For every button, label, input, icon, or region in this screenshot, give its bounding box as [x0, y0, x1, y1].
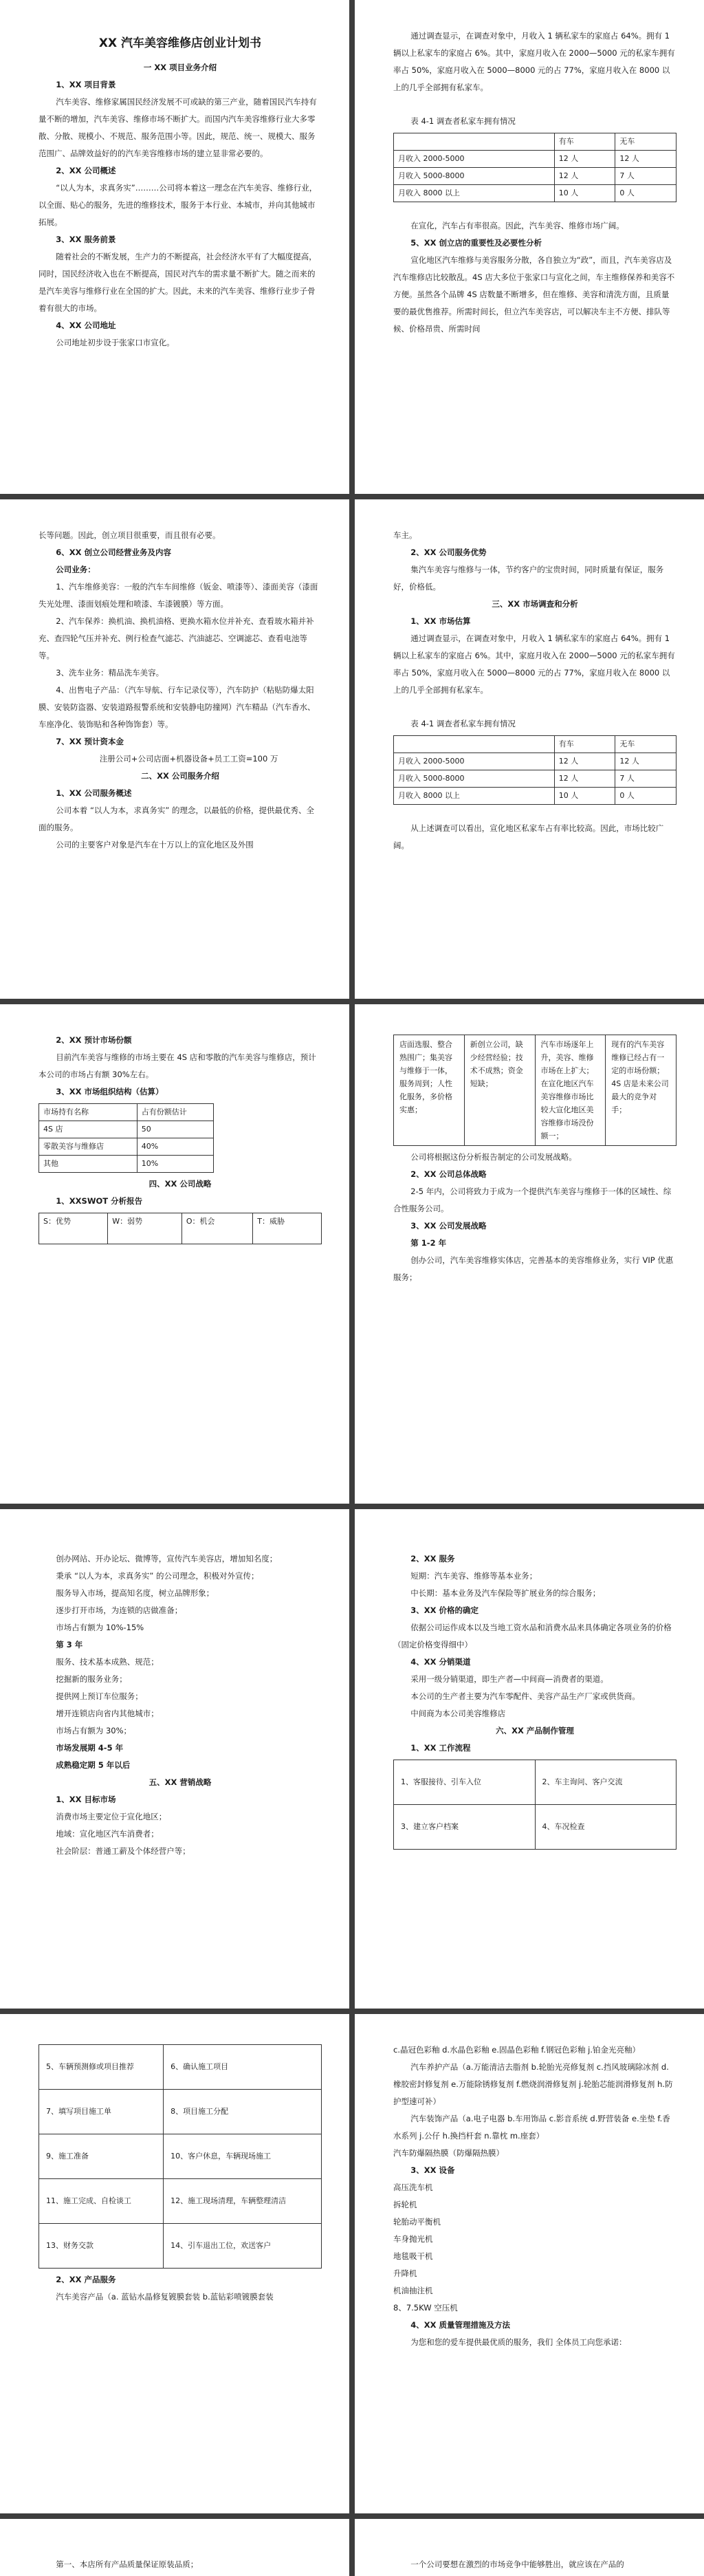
paragraph: 中长期：基本业务及汽车保险等扩展业务的综合服务； [410, 1588, 601, 1598]
table-cell: 1、客服接待、引车入位 [394, 1760, 536, 1805]
page-content [393, 1032, 676, 1286]
paragraph: 8、7.5KW 空压机 [393, 2303, 458, 2313]
paragraph: 车身抛光机 [393, 2234, 433, 2244]
subsection-heading: 3、XX 市场组织结构（估算） [56, 1087, 164, 1096]
table-cell: 无车 [615, 133, 676, 151]
table-cell: 50 [137, 1121, 214, 1138]
table-row [39, 1156, 214, 1173]
table-cell: 5、车辆预测修或项目推荐 [39, 2045, 164, 2090]
page-8 [355, 1509, 704, 2009]
page-4 [355, 499, 704, 999]
paragraph: 中间商为本公司美容维修店 [410, 1709, 506, 1718]
data-table [393, 133, 676, 202]
subsection-heading: 2、XX 公司概述 [56, 166, 116, 175]
subsection-heading: 7、XX 预计资本金 [56, 737, 124, 746]
table-row [394, 168, 676, 185]
paragraph: 秉承 “以人为本，求真务实” 的公司理念，积极对外宣传； [56, 1571, 259, 1581]
section-heading: 二、XX 公司服务介绍 [141, 771, 219, 781]
paragraph: 逐步打开市场，为连锁的店做准备； [56, 1605, 183, 1615]
table-row [39, 2045, 322, 2090]
subsection-heading: 4、XX 质量管理措施及方法 [410, 2320, 511, 2330]
section-heading: 一 XX 项目业务介绍 [143, 63, 217, 72]
paragraph: 汽车装饰产品（a.电子电器 b.车用饰品 c.影音系统 d.野营装备 e.坐垫 f.香水系列 j.公仔 h.換挡杆套 n.靠枕 m.座套） [393, 2114, 670, 2141]
section-heading: 六、XX 产品制作管理 [496, 1726, 574, 1735]
paragraph: 2-5 年内，公司将致力于成为一个提供汽车美容与维修于一体的区域性、综合性服务公司。 [393, 1187, 672, 1213]
table-cell: 12 人 [615, 753, 676, 770]
table-cell: 12 人 [615, 151, 676, 168]
subsection-heading: 6、XX 创立公司经营业务及内容 [56, 548, 172, 557]
paragraph: 从上述调查可以看出，宣化地区私家车占有率比较高。因此，市场比较广阔。 [393, 823, 664, 850]
table-row [39, 1121, 214, 1138]
subsection-heading: 4、XX 分销渠道 [410, 1657, 471, 1667]
paragraph: 公司将根据这份分析报告制定的公司发展战略。 [410, 1152, 577, 1162]
table-cell: 6、确认施工项目 [164, 2045, 322, 2090]
subsection-heading: 3、XX 服务前景 [56, 235, 116, 244]
table-row [394, 151, 676, 168]
paragraph: 一个公司要想在激烈的市场竞争中能够胜出，就应该在产品的 [410, 2559, 624, 2569]
table-row [394, 770, 676, 788]
table-cell: 有车 [554, 736, 615, 753]
data-table [38, 1213, 322, 1244]
paragraph: 地毯吸干机 [393, 2251, 433, 2261]
paragraph: 升降机 [393, 2269, 417, 2278]
paragraph: 3、洗车业务：精品洗车美容。 [56, 668, 164, 678]
subsection-heading: 2、XX 公司服务优势 [410, 548, 487, 557]
bold-line: 市场发展期 4-5 年 [56, 1743, 124, 1753]
paragraph: 通过调查显示，在调查对象中，月收入 1 辆私家车的家庭占 64%。拥有 1 辆以上私家车的家庭占 6%。其中，家庭月收入在 2000—5000 元的私家车拥有率占 50%，家庭月收入在 5000—8000 元的占 77%，家庭月收入在 8000 以上的几乎全部拥有私家车。 [393, 634, 675, 695]
table-cell: 有车 [554, 133, 615, 151]
page-9 [0, 2014, 349, 2513]
table-cell: 零散美容与维修店 [39, 1138, 138, 1156]
table-cell: 2、车主询问、客户交流 [535, 1760, 676, 1805]
subsection-heading: 1、XX 公司服务概述 [56, 788, 132, 798]
table-cell: 新创立公司，缺少经营经验；技术不成熟；资金短缺； [464, 1035, 535, 1146]
paragraph: 随着社会的不断发展，生产力的不断提高，社会经济水平有了大幅度提高，同时，国民经济收入也在不断提高，国民对汽车的需求量不断扩大。随之而来的是汽车美容与维修行业在全国的扩大。因此，未来的汽车美容、维修行业步子骨着有很大的市场。 [38, 252, 317, 313]
table-cell: S：优势 [39, 1213, 108, 1244]
table-row [39, 2090, 322, 2134]
subsection-heading: 4、XX 公司地址 [56, 321, 116, 330]
table-cell: 40% [137, 1138, 214, 1156]
paragraph: 汽车美容、维修家属国民经济发展不可或缺的第三产业，随着国民汽车持有量不断的增加，汽车美容、维修市场不断扩大。而国内汽车美容维修行业大多零散、分散、规模小、不规范、服务范围小等。因此，规范、统一、规模大、服务范围广、品牌效益好的的汽车美容维修市场的建立显非常必要的。 [38, 97, 317, 158]
table-row [39, 2134, 322, 2179]
paragraph: 集汽车美容与维修与一体，节约客户的宝贵时间，同时质量有保证，服务好，价格低。 [393, 565, 664, 592]
table-cell: 店面选服、整合熟围广；集美容与维修于一体，服务周到；人性化服务，多价格实惠； [394, 1035, 465, 1146]
page-content [393, 28, 676, 338]
page-7 [0, 1509, 349, 2009]
table-cell: 10 人 [554, 185, 615, 202]
paragraph: 在宣化，汽车占有率很高。因此，汽车美容、维修市场广阔。 [410, 221, 624, 230]
table-caption: 表 4-1 调查者私家车拥有情况 [410, 719, 516, 728]
subsection-heading: 3、XX 设备 [410, 2165, 455, 2175]
page-content [393, 1550, 676, 1852]
table-caption: 表 4-1 调查者私家车拥有情况 [410, 116, 516, 126]
subsection-heading: 1、XX 目标市场 [56, 1795, 116, 1804]
table-cell: T：威胁 [253, 1213, 322, 1244]
paragraph: 机油抽注机 [393, 2286, 433, 2295]
page-content [393, 2042, 676, 2351]
paragraph: 汽车美容产品（a. 蓝钻水晶修复镀膜套装 b.蓝钻彩喷镀膜套装 [56, 2292, 274, 2302]
paragraph: 服务导入市场，提高知名度，树立品牌形象； [56, 1588, 214, 1598]
table-row [39, 1138, 214, 1156]
paragraph: 高压洗车机 [393, 2183, 433, 2192]
spacer [393, 96, 676, 109]
subsection-heading: 1、XXSWOT 分析报告 [56, 1196, 143, 1206]
table-row [394, 1035, 676, 1146]
table-row [39, 1213, 322, 1244]
paragraph: 社会阶层：普通工薪及个体经营户等； [56, 1846, 190, 1856]
subsection-heading: 1、XX 项目背景 [56, 80, 116, 89]
table-wrap [393, 1035, 676, 1146]
table-cell: 月收入 5000-8000 [394, 168, 555, 185]
table-row [394, 1805, 676, 1850]
page-content [38, 26, 322, 351]
paragraph: 2、汽车保养：换机油、换机油格、更换水箱水位并补充、查看玻水箱并补充、查四轮气压并补充、例行检查气滤芯、汽油滤芯、空调滤芯、查看电池等等。 [38, 616, 314, 660]
bold-line: 成熟稳定期 5 年以后 [56, 1760, 131, 1770]
paragraph: 公司的主要客户对象是汽车在十万以上的宣化地区及外围 [56, 840, 254, 849]
subsection-heading: 5、XX 创立店的重要性及必要性分析 [410, 238, 542, 248]
table-cell: 市场持有名称 [39, 1104, 138, 1121]
table-row [39, 2179, 322, 2224]
data-table [38, 1103, 214, 1173]
table-cell: 月收入 2000-5000 [394, 753, 555, 770]
table-row [39, 2224, 322, 2269]
page-content [393, 2556, 676, 2573]
table-cell [394, 133, 555, 151]
table-cell: 13、财务交款 [39, 2224, 164, 2269]
paragraph: 服务、技术基本成熟、规范； [56, 1657, 159, 1667]
page-content [38, 1550, 322, 1860]
table-row [394, 753, 676, 770]
table-row [39, 1104, 214, 1121]
bold-line: 第 3 年 [56, 1640, 83, 1649]
page-content [38, 2042, 322, 2306]
section-heading: 三、XX 市场调查和分析 [492, 599, 578, 609]
table-wrap [38, 1213, 322, 1244]
paragraph: 汽车养护产品（a.万能清洁去脂剂 b.轮胎光亮修复剂 c.挡风玻璃除冰剂 d.橡胶密封修复剂 e.万能除锈修复剂 f.燃烧润滑修复剂 j.轮胎芯能润滑修复剂 h.防护型速可补） [393, 2062, 673, 2106]
table-cell: 10 人 [554, 788, 615, 805]
table-row [394, 736, 676, 753]
table-cell: 3、建立客户档案 [394, 1805, 536, 1850]
spacer [393, 808, 676, 820]
subsection-heading: 2、XX 预计市场份额 [56, 1035, 132, 1045]
table-cell: 8、项目施工分配 [164, 2090, 322, 2134]
subsection-heading: 第 1-2 年 [410, 1238, 447, 1248]
table-cell: 4S 店 [39, 1121, 138, 1138]
data-table [38, 2044, 322, 2269]
table-cell: 4、车况检查 [535, 1805, 676, 1850]
table-cell: 其他 [39, 1156, 138, 1173]
paragraph: 车主。 [393, 530, 417, 540]
spacer [393, 699, 676, 711]
table-cell: 10、客户休息，车辆现场施工 [164, 2134, 322, 2179]
table-wrap [38, 1103, 322, 1173]
table-cell: 12 人 [554, 770, 615, 788]
subsection-heading: 1、XX 工作流程 [410, 1743, 471, 1753]
table-cell: 7、填写项目施工单 [39, 2090, 164, 2134]
data-table [393, 735, 676, 805]
table-cell: 占有份额估计 [137, 1104, 214, 1121]
table-cell: 12 人 [554, 151, 615, 168]
page-1 [0, 0, 349, 494]
table-cell: 7 人 [615, 168, 676, 185]
subsection-heading: 2、XX 公司总体战略 [410, 1169, 487, 1179]
paragraph: 创办公司，汽车美容维修实体店，完善基本的美容维修业务，实行 VIP 优惠服务； [393, 1255, 674, 1282]
subsection-heading: 2、XX 服务 [410, 1554, 455, 1563]
paragraph: 提供网上预订车位服务； [56, 1691, 143, 1701]
table-cell: 0 人 [615, 185, 676, 202]
paragraph: 汽车防爆隔热膜（防爆隔热膜） [393, 2148, 504, 2158]
table-cell: 14、引车退出工位，欢送客户 [164, 2224, 322, 2269]
paragraph: 地域：宣化地区汽车消费者； [56, 1829, 159, 1839]
page-12 [355, 2519, 704, 2576]
table-cell: 11、施工完成、自检谈工 [39, 2179, 164, 2224]
paragraph: 挖掘新的服务业务； [56, 1674, 127, 1684]
paragraph: 通过调查显示，在调查对象中，月收入 1 辆私家车的家庭占 64%。拥有 1 辆以上私家车的家庭占 6%。其中，家庭月收入在 2000—5000 元的私家车拥有率占 50%，家庭月收入在 5000—8000 元的占 77%，家庭月收入在 8000 以上的几乎全部拥有私家车。 [393, 31, 675, 92]
paragraph: 长等问题。因此，创立项目很重要，而且很有必要。 [38, 530, 221, 540]
table-row [394, 1760, 676, 1805]
section-heading: 四、XX 公司战略 [148, 1179, 212, 1189]
paragraph: 注册公司+公司店面+机器设备+员工工资=100 万 [99, 754, 278, 764]
subsection-heading: 公司业务： [56, 565, 96, 574]
table-cell: 12 人 [554, 168, 615, 185]
table-wrap [393, 735, 676, 805]
table-cell: 无车 [615, 736, 676, 753]
table-row [394, 185, 676, 202]
paragraph: “以人为本，求真务实”………公司将本着这一理念在汽车美容、维修行业，以全面、贴心的服务，先进的维修技术，服务于本行业、本城市，并向其他城市拓展。 [38, 183, 318, 227]
page-content [393, 527, 676, 854]
subsection-heading: 3、XX 价格的确定 [410, 1605, 479, 1615]
page-6 [355, 1004, 704, 1504]
table-cell: 7 人 [615, 770, 676, 788]
page-10 [355, 2014, 704, 2513]
page-11 [0, 2519, 349, 2576]
paragraph: 采用一级分销渠道，即生产者—中间商—消费者的渠道。 [410, 1674, 608, 1684]
table-cell: 月收入 8000 以上 [394, 788, 555, 805]
table-row [394, 788, 676, 805]
paragraph: 为您和您的爱车提供最优质的服务，我们 全体员工向您承诺： [410, 2337, 627, 2347]
paragraph: 公司本着 “以人为本，求真务实” 的理念，以最低的价格，提供最优秀、全面的服务。 [38, 805, 315, 832]
paragraph: c.晶冠色彩釉 d.水晶色彩釉 e.固晶色彩釉 f.钢冠色彩釉 j.铂金光亮釉） [393, 2045, 641, 2055]
spacer [393, 205, 676, 217]
paragraph: 短期：汽车美容、维修等基本业务； [410, 1571, 538, 1581]
table-cell: 0 人 [615, 788, 676, 805]
paragraph: 宣化地区汽车维修与美容服务分散，各自独立为“政”，而且，汽车美容店及汽车维修店比较散乱。4S 店大多位于张家口与宣化之间，车主维修保养和美容不方便。虽然各个品牌 4S 店数量不断增多，但在维修、美容和清洗方面，且质量要的最优售推荐。所需时间长，但立汽车美容店，可以解决车主不方便、排队等候、价格昂贵、所需时间 [393, 255, 675, 334]
table-cell: 月收入 2000-5000 [394, 151, 555, 168]
table-cell: 月收入 8000 以上 [394, 185, 555, 202]
data-table [393, 1760, 676, 1850]
section-heading: 五、XX 营销战略 [148, 1777, 212, 1787]
page-5 [0, 1004, 349, 1504]
table-cell [394, 736, 555, 753]
paragraph: 本公司的生产者主要为汽车零配件、美容产品生产厂家或供货商。 [410, 1691, 640, 1701]
paragraph: 市场占有额为 10%-15% [56, 1623, 144, 1632]
subsection-heading: 1、XX 市场估算 [410, 616, 471, 626]
table-cell: 现有的汽车美容维修已经占有一定的市场份额；4S 店是未来公司最大的竞争对手； [606, 1035, 676, 1146]
table-wrap [393, 133, 676, 202]
page-3 [0, 499, 349, 999]
paragraph: 第一、本店所有产品质量保证原装品质； [56, 2559, 199, 2569]
paragraph: 增开连锁店向省内其他城市； [56, 1709, 159, 1718]
paragraph: 创办网站、开办论坛、微博等，宣传汽车美容店，增加知名度； [56, 1554, 278, 1563]
paragraph: 目前汽车美容与维修的市场主要在 4S 店和零散的汽车美容与维修店，预计本公司的市场占有额 30%左右。 [38, 1052, 316, 1079]
subsection-heading: 3、XX 公司发展战略 [410, 1221, 487, 1231]
table-wrap [38, 2044, 322, 2269]
paragraph: 依据公司运作成本以及当地工资水品和消费水品来具体确定各项业务的价格（固定价格变得细中） [393, 1623, 672, 1649]
page-content [38, 527, 322, 854]
table-cell: 10% [137, 1156, 214, 1173]
paragraph: 公司地址初步设于张家口市宣化。 [56, 338, 175, 347]
paragraph: 1、汽车维修美容：一般的汽车车间维修（钣金、喷漆等）、漆面美容（漆面失光处理、漆面划痕处理和喷漆、车漆镀膜）等方面。 [38, 582, 318, 609]
table-cell: O：机会 [182, 1213, 252, 1244]
table-wrap [393, 1760, 676, 1850]
table-cell: 汽车市场逐年上升，美容、维修市场在上扩大；在宣化地区汽车美容维修市场比较大宣化地区美容维修市场没份额一； [535, 1035, 606, 1146]
data-table [393, 1035, 676, 1146]
table-cell: 月收入 5000-8000 [394, 770, 555, 788]
paragraph: 市场占有额为 30%； [56, 1726, 132, 1735]
page-2 [355, 0, 704, 494]
table-cell: W：弱势 [108, 1213, 182, 1244]
page-content [38, 1032, 322, 1247]
paragraph: 拆轮机 [393, 2200, 417, 2209]
subsection-heading: 2、XX 产品服务 [56, 2275, 116, 2284]
paragraph: 轮胎动平衡机 [393, 2217, 441, 2227]
page-content [38, 2556, 322, 2573]
paragraph: 4、出售电子产品：（汽车导航、行车记录仪等），汽车防护（粘贴防爆太阳膜、安装防盗器、安装道路报警系统和安装静电防撞网）汽车精品（汽车香水、车座净化、装饰贴和各种饰饰套）等。 [38, 685, 316, 729]
table-cell: 12、施工现场清理，车辆整理清洁 [164, 2179, 322, 2224]
table-cell: 12 人 [554, 753, 615, 770]
paragraph: 消费市场主要定位于宣化地区； [56, 1812, 167, 1821]
document-title: XX 汽车美容维修店创业计划书 [98, 36, 262, 50]
table-row [394, 133, 676, 151]
table-cell: 9、施工准备 [39, 2134, 164, 2179]
